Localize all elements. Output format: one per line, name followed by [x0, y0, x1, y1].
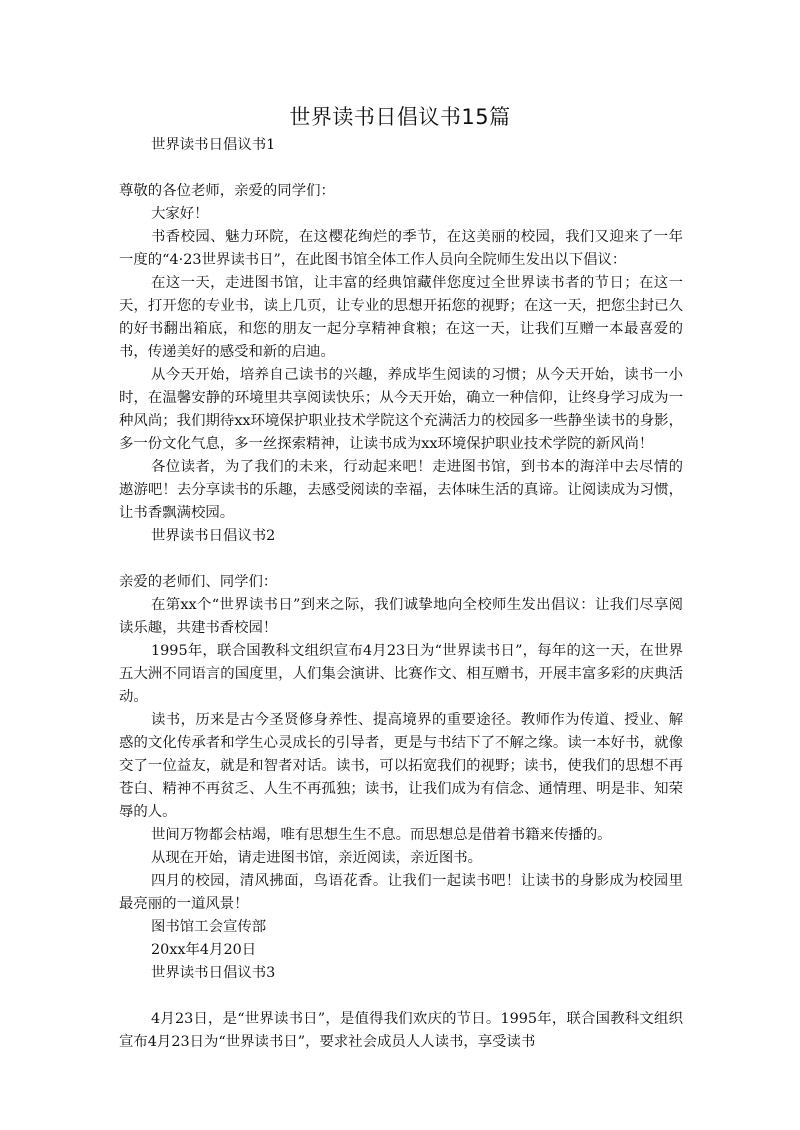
section-1-paragraph-3: 从今天开始，培养自己读书的兴趣，养成毕生阅读的习惯；从今天开始，读书一小时，在温馨安静的环境里共享阅读快乐；从今天开始，确立一种信仰，让终身学习成为一种风尚；我们期待xx环境保护职业技术学院这个充满活力的校园多一些静坐读书的身影，多一份文化气息，多一丝探索精神，让读书成为xx环境保护职业技术学院的新风尚！ [119, 367, 683, 452]
section-2-heading: 世界读书日倡议书2 [151, 528, 276, 544]
section-2-paragraph-1: 在第xx个“世界读书日”到来之际，我们诚挚地向全校师生发出倡议：让我们尽享阅读乐趣，共建书香校园！ [119, 597, 683, 636]
section-2-paragraph-2: 1995年，联合国教科文组织宣布4月23日为“世界读书日”，每年的这一天，在世界五大洲不同语言的国度里，人们集会演讲、比赛作文、相互赠书，开展丰富多彩的庆典活动。 [119, 643, 683, 705]
section-2-salutation: 亲爱的老师们、同学们： [119, 574, 278, 590]
section-2-signer: 图书馆工会宣传部 [151, 919, 267, 935]
document-body [119, 134, 683, 1054]
section-2-date: 20xx年4月20日 [151, 942, 257, 958]
section-1-heading: 世界读书日倡议书1 [151, 137, 276, 153]
section-2-paragraph-3: 读书，历来是古今圣贤修身养性、提高境界的重要途径。教师作为传道、授业、解惑的文化传承者和学生心灵成长的引导者，更是与书结下了不解之缘。读一本好书，就像交了一位益友，就是和智者对话。读书，可以拓宽我们的视野；读书，使我们的思想不再苍白、精神不再贫乏、人生不再孤独；读书，让我们成为有信念、通情理、明是非、知荣辱的人。 [119, 712, 683, 820]
document-title: 世界读书日倡议书15篇 [289, 105, 511, 129]
section-1-paragraph-4: 各位读者，为了我们的未来，行动起来吧！走进图书馆，到书本的海洋中去尽情的遨游吧！去分享读书的乐趣，去感受阅读的幸福，去体味生活的真谛。让阅读成为习惯，让书香飘满校园。 [119, 459, 683, 521]
blank-line [119, 548, 683, 571]
section-2-paragraph-4: 世间万物都会枯竭，唯有思想生生不息。而思想总是借着书籍来传播的。 [151, 827, 612, 843]
blank-line [119, 157, 683, 180]
section-1-salutation: 尊敬的各位老师，亲爱的同学们： [119, 183, 335, 199]
section-1-greeting: 大家好！ [151, 206, 209, 222]
section-2-paragraph-5: 从现在开始，请走进图书馆，亲近阅读，亲近图书。 [151, 850, 482, 866]
blank-line [119, 985, 683, 1008]
section-3-paragraph-1: 4月23日，是“世界读书日”，是值得我们欢庆的节日。1995年，联合国教科文组织宣布4月23日为“世界读书日”，要求社会成员人人读书，享受读书 [119, 1011, 683, 1050]
section-1-paragraph-2: 在这一天，走进图书馆，让丰富的经典馆藏伴您度过全世界读书者的节日；在这一天，打开您的专业书，读上几页，让专业的思想开拓您的视野；在这一天，把您尘封已久的好书翻出箱底，和您的朋友一起分享精神食粮；在这一天，让我们互赠一本最喜爱的书，传递美好的感受和新的启迪。 [119, 275, 683, 360]
section-1-paragraph-1: 书香校园、魅力环院，在这樱花绚烂的季节，在这美丽的校园，我们又迎来了一年一度的“4·23世界读书日”，在此图书馆全体工作人员向全院师生发出以下倡议： [119, 229, 683, 268]
section-3-heading: 世界读书日倡议书3 [151, 965, 276, 981]
section-2-paragraph-6: 四月的校园，清风拂面，鸟语花香。让我们一起读书吧！让读书的身影成为校园里最亮丽的一道风景！ [119, 873, 683, 912]
